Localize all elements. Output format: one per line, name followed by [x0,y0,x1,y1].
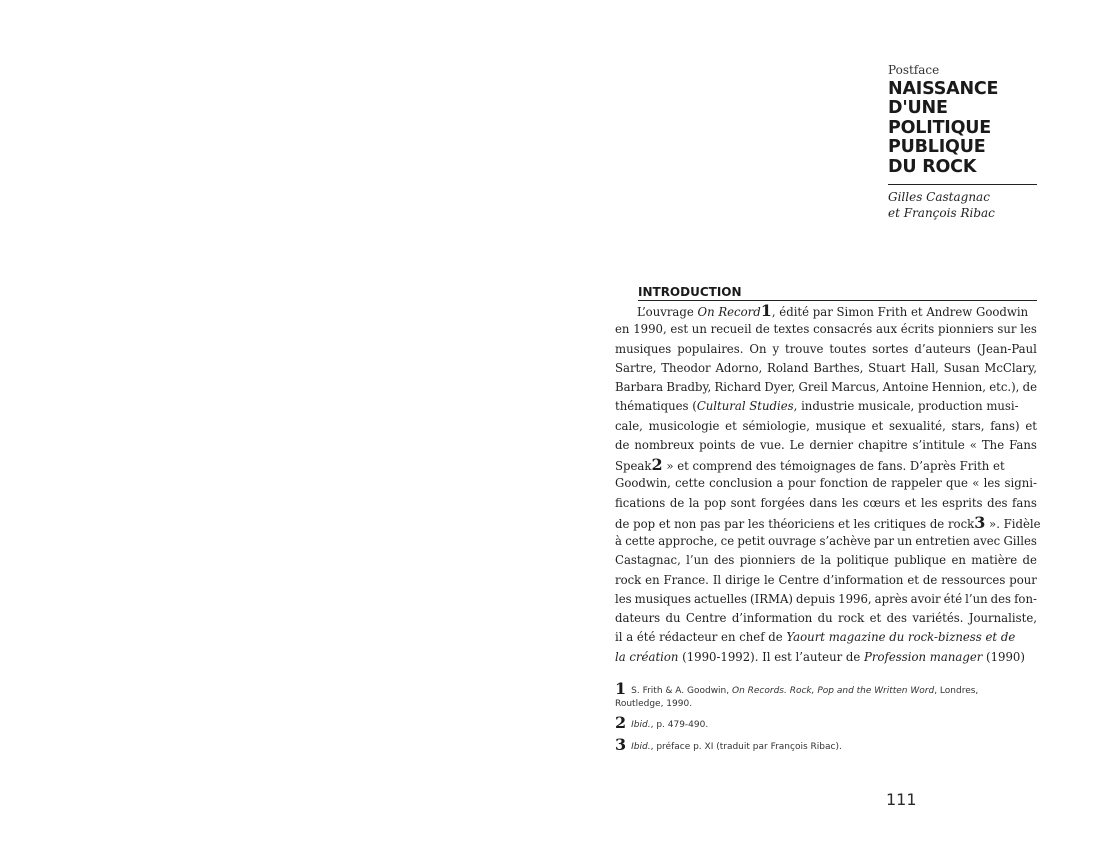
chapter-authors [888,189,1037,221]
word: ouvrage [768,534,817,548]
word: écrits [900,322,935,337]
word: France. [663,572,709,587]
word: dateurs [615,611,661,625]
word: en [615,322,630,337]
word: politique [836,553,889,568]
word: Dyer, [764,380,796,394]
text-run: , édité par Simon Frith et Andrew Goodwin [771,305,1029,319]
word: un [691,322,707,337]
word: rappeler [891,476,942,491]
word: stars, [951,418,985,433]
word: toutes [829,341,867,356]
word: dans [809,495,838,510]
title-line: PUBLIQUE [888,137,986,158]
word: à [615,534,622,548]
word: de [740,437,755,452]
word: dirige [725,572,761,587]
word: de [1022,380,1037,394]
word: 1996, [838,591,872,606]
word: Stuart [868,360,906,375]
word: pionniers [739,553,796,568]
word: publique [894,553,947,568]
word: entretien [915,534,970,548]
word: d’information [731,611,813,625]
word: points [699,437,736,452]
word: rock [615,572,642,587]
word: sortes [872,341,909,356]
word: cale, [615,418,643,433]
word: les [920,495,938,510]
word: ce [720,534,735,548]
word: recueil [710,322,752,337]
word: variétés. [912,611,964,625]
word: avec [973,534,1001,548]
word: de [755,322,770,337]
text-line [615,609,1037,628]
word: Centre [778,572,820,587]
word: « [969,437,977,452]
footnote-number: 2 [615,713,627,732]
text-line [615,571,1037,590]
word: Centre [685,611,727,625]
section-label: Postface [888,63,940,77]
text-line [615,590,1037,609]
word: Hall, [910,360,939,375]
text-segment [615,455,1005,474]
word: rock [838,611,865,625]
word: consacrés [813,322,873,337]
text-run: ». Fidèle [985,516,1041,531]
word: un [897,534,913,548]
word: nombreux [634,437,695,452]
word: Hennion, [931,380,986,394]
text-line [615,474,1037,493]
text-segment [615,513,1041,532]
word: par [873,534,894,548]
footnote-text: , p. 479-490. [650,720,709,730]
word: Susan [943,360,980,375]
author-line: et François Ribac [888,206,995,221]
text-line [615,417,1037,436]
footnote-ref[interactable]: 3 [974,512,986,532]
text-run: de pop et non pas par les théoriciens et les critiques de rock [615,516,975,531]
footnote-title: On Records. Rock, Pop and the Written Word [731,686,935,696]
text-segment [615,648,1025,667]
word: de [922,572,938,587]
footnote-ibid: Ibid. [631,741,651,752]
word: signi- [1004,476,1037,491]
word: aux [875,322,898,337]
word: fon- [1014,591,1037,606]
word: conclusion [709,476,773,491]
book-title: Profession manager [864,649,983,664]
word: et [904,495,917,510]
word: de [669,495,685,510]
chapter-title [888,80,1037,185]
text-line [615,359,1037,378]
title-line: DU ROCK [888,156,977,177]
text-line [615,551,1037,570]
word: les [841,495,859,510]
word: cœurs [862,495,901,510]
text-run: (1990-1992). Il est l’auteur de [678,649,865,664]
text-run: (1990) [982,649,1025,664]
text-run: Speak [615,459,652,473]
word: en [951,553,966,568]
word: 1990, [633,322,667,337]
word: d’information [823,572,904,587]
text-line [615,340,1037,359]
word: dernier [809,437,854,452]
word: et [725,418,737,433]
footnote [615,713,1037,732]
footnote-ibid: Ibid. [631,720,651,730]
footnote-text: , Londres, [934,686,979,696]
word: « [972,476,980,491]
word: de [615,437,630,452]
word: est [670,322,689,337]
word: Gilles [1003,534,1037,548]
word: que [946,476,968,491]
word: d’auteurs [914,341,971,356]
body-paragraph [615,301,1041,667]
word: pour [1009,572,1037,587]
word: matière [971,553,1018,568]
word: Adorno, [715,360,763,375]
word: le [763,572,775,587]
word: Antoine [882,380,929,394]
introduction-heading: INTRODUCTION [638,285,1037,301]
footnote-number: 1 [615,679,627,698]
word: s’intitule [912,437,965,452]
book-title: On Record [697,305,761,319]
magazine-title: Yaourt magazine du rock-bizness et de [786,630,1016,645]
text-line [615,378,1037,397]
word: musiques [634,591,691,606]
magazine-title: la création [615,649,679,664]
word: des [886,611,907,625]
title-line: POLITIQUE [888,117,992,138]
word: Richard [714,380,762,394]
word: et [869,611,882,625]
word: après [874,591,908,606]
text-line [615,397,1037,416]
word: Greil [798,380,828,394]
word: fans [1012,495,1037,510]
word: fications [615,495,666,510]
text-line [615,320,1037,339]
word: cette [675,476,705,491]
footnote [615,679,1037,710]
word: Theodor [661,360,711,375]
text-line [615,436,1037,455]
word: l’un [965,591,988,606]
text-run: , industrie musicale, production musi- [793,399,1019,414]
word: Barthes, [813,360,864,375]
page-number: 111 [886,790,917,809]
word: les [615,591,632,606]
text-segment [615,397,1019,416]
word: s’achève [819,534,871,548]
text-line [615,494,1037,513]
text-segment [637,301,1028,320]
word: des [990,591,1012,606]
word: la [688,495,700,510]
word: et [1025,418,1037,433]
word: Marcus, [831,380,880,394]
word: sur [997,322,1017,337]
word: cette [625,534,655,548]
word: textes [773,322,810,337]
word: sémiologie, [742,418,810,433]
word: Barbara [615,380,664,394]
word: (IRMA) [750,591,793,606]
word: The [981,437,1005,452]
word: y [772,341,780,356]
word: fonction [819,476,869,491]
word: ressources [941,572,1006,587]
word: sexualité, [888,418,946,433]
word: Sartre, [615,360,657,375]
word: (Jean-Paul [976,341,1037,356]
word: Fans [1009,437,1037,452]
word: etc.), [989,380,1020,394]
title-line: D'UNE [888,98,948,119]
word: Castagnac, [615,553,681,568]
word: musique [815,418,866,433]
text-line [615,532,1037,551]
word: Le [789,437,805,452]
word: chapitre [858,437,908,452]
word: et [907,572,919,587]
footnote-text: , préface p. XI (traduit par François Ribac). [650,741,842,752]
word: vue. [759,437,785,452]
word: des [987,495,1008,510]
author-line: Gilles Castagnac [888,190,990,205]
word: Journaliste, [968,611,1037,625]
footnotes [615,679,1037,760]
word: avoir [910,591,941,606]
word: a [776,476,784,491]
word: et [871,418,884,433]
word: de [872,476,887,491]
word: Goodwin, [615,476,671,491]
footnote-text: Routledge, 1990. [615,698,693,709]
text-line [615,628,1037,647]
word: les [983,476,1001,491]
footnote-text: S. Frith & A. Goodwin, [631,686,732,696]
word: McClary, [984,360,1037,375]
word: musiques [615,341,672,356]
word: populaires. [677,341,744,356]
word: la [820,553,832,568]
word: forgées [760,495,805,510]
word: Bradby, [666,380,712,394]
footnote [615,734,1037,754]
footnote-ref[interactable]: 1 [760,301,772,320]
text-run: il a été rédacteur en chef de [615,630,787,645]
word: été [943,591,963,606]
word: Il [712,572,722,587]
text-line [615,512,1041,532]
text-segment [615,628,1015,647]
word: Roland [767,360,809,375]
word: du [817,611,833,625]
text-line [615,301,1037,320]
word: de [1022,553,1037,568]
word: en [645,572,660,587]
word: actuelles [693,591,748,606]
word: sont [730,495,756,510]
word: trouve [785,341,824,356]
word: de [800,553,816,568]
footnote-number: 3 [615,734,627,754]
word: du [665,611,681,625]
text-line [615,648,1037,667]
word: des [714,553,735,568]
word: pour [787,476,816,491]
word: petit [737,534,765,548]
word: pop [704,495,727,510]
text-run: thématiques ( [615,399,697,414]
word: musicologie [648,418,720,433]
word: les [1020,322,1037,337]
word: esprits [942,495,983,510]
word: l’un [686,553,709,568]
word: fans) [990,418,1020,433]
word: approche, [658,534,718,548]
word: depuis [796,591,836,606]
text-line [615,455,1037,474]
italic-term: Cultural Studies [696,399,794,414]
title-line: NAISSANCE [888,79,999,99]
chapter-header [888,62,1037,221]
word: On [749,341,767,356]
footnote-ref[interactable]: 2 [651,455,663,474]
text-run: L’ouvrage [637,305,698,319]
word: pionniers [938,322,994,337]
text-run: » et comprend des témoignages de fans. D’après Frith et [662,459,1005,473]
